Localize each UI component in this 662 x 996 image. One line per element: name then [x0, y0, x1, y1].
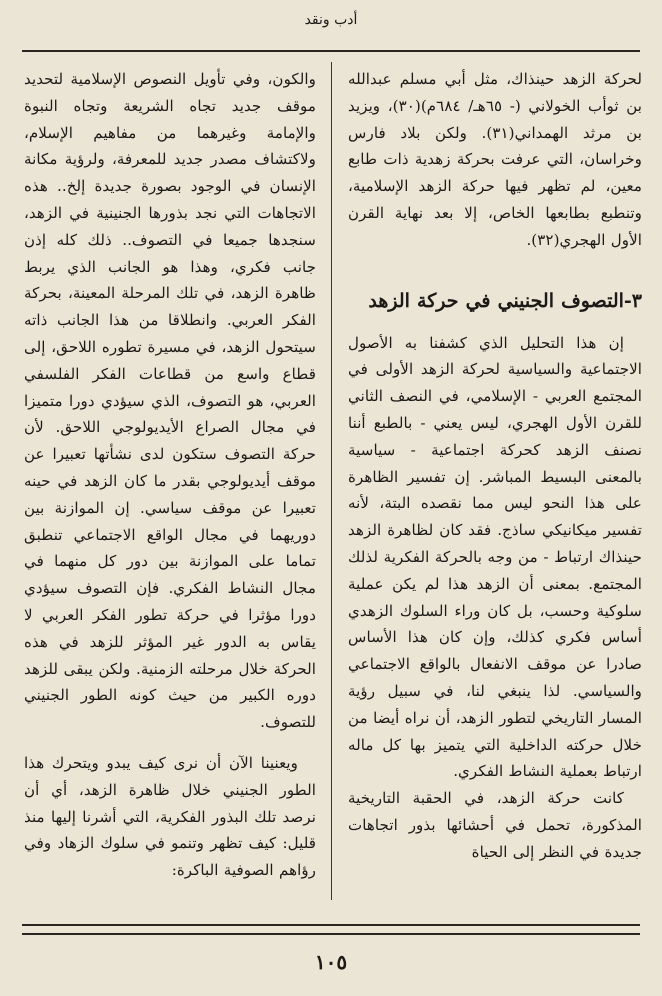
- paragraph-gap: [24, 736, 316, 750]
- right-paragraph-3: كانت حركة الزهد، في الحقبة التاريخية المذكورة، تحمل في أحشائها بذور اتجاهات جديدة في النظر إلى الحياة: [348, 789, 642, 861]
- left-paragraph-2: ويعنينا الآن أن نرى كيف يبدو ويتحرك هذا الطور الجنيني خلال ظاهرة الزهد، أي أن نرصد تلك البذور الفكرية، التي أشرنا إليها منذ قليل: كيف تظهر وتنمو في سلوك الزهاد وفي رؤاهم الصوفية الباكرة:: [24, 753, 316, 880]
- left-paragraph-1: والكون، وفي تأويل النصوص الإسلامية لتحديد موقف جديد تجاه الشريعة وتجاه النبوة والإمامة وغيرهما من مفاهيم الإسلام، ولاكتشاف مصدر جديد للمعرفة، ولرؤية مكانة الإنسان في الوجود بصورة جديدة إلخ.. هذه الاتجاهات التي نجد بذورها الجنينية في الزهد، سنجدها جميعا في التصوف.. ذلك كله إذن جانب فكري، وهذا هو الجانب الذي يربط ظاهرة الزهد، في تلك المرحلة المعينة، بحركة الفكر العربي. وانطلاقا من هذا الجانب ذاته سيتحول الزهد، في مسيرة تطوره اللاحق، إلى قطاع واسع من قطاعات الفكر الفلسفي العربي، هو التصوف، الذي سيؤدي دورا متميزا في مجال الصراع الأيديولوجي اللاحق. لأن حركة التصوف ستكون لدى نشأتها تعبيرا عن موقف أيديولوجي بقدر ما كان الزهد في حينه تعبيرا عن موقف سياسي. إن الموازنة بين دوريهما في مجال الواقع الاجتماعي تنطبق تماما على الموازنة بين دور كل منهما في مجال النشاط الفكري. فإن التصوف سيؤدي دورا مؤثرا في حركة تطور الفكر العربي لا يقاس به الدور غير المؤثر للزهد في هذه الحركة خلال مرحلته الزمنية. ولكن يبقى للزهد دوره الكبير من حيث كونه الطور الجنيني للتصوف.: [24, 70, 316, 732]
- footer-rule-lower: [22, 933, 640, 935]
- page-number: ١٠٥: [314, 950, 348, 974]
- left-column: [24, 66, 316, 884]
- header-rule: [22, 50, 640, 52]
- right-paragraph-1: لحركة الزهد حينذاك، مثل أبي مسلم عبدالله بن ثوأب الخولاني (- ٦٥هـ/ ٦٨٤م)(٣٠)، ويزيد بن مرثد الهمداني(٣١). ولكن بلاد فارس وخراسان، التي عرفت بحركة زهدية ذات طابع معين، لم تظهر فيها حركة الزهد الإسلامية، وتنطبع بطابعها الخاص، إلا بعد نهاية القرن الأول الهجري(٣٢).: [348, 70, 642, 249]
- column-divider: [331, 62, 332, 900]
- section-heading: ٣-التصوف الجنيني في حركة الزهد: [368, 289, 642, 312]
- running-header: أدب ونقد: [304, 12, 358, 28]
- right-column: [348, 66, 642, 866]
- footer-rule-upper: [22, 924, 640, 926]
- right-paragraph-2: إن هذا التحليل الذي كشفنا به الأصول الاجتماعية والسياسية لحركة الزهد الأولى في المجتمع العربي - الإسلامي، في النصف الثاني للقرن الأول الهجري، ليس يعني - بالطبع أننا نصنف الزهد كحركة اجتماعية - سياسية بالمعنى البسيط المباشر. إن تفسير الظاهرة على هذا النحو ليس مما نقصده البتة، لأنه تفسير ميكانيكي ساذج. فقد كان لظاهرة الزهد حينذاك ارتباط - من وجه بالحركة الفكرية لذلك المجتمع. بمعنى أن الزهد هذا لم يكن عملية سلوكية وحسب، بل كان وراء السلوك الزهدي أساس فكري كذلك، وإن كان هذا الأساس صادرا عن موقف الانفعال بالواقع الاجتماعي والسياسي. لذا ينبغي لنا، في سبيل رؤية المسار التاريخي لتطور الزهد، أن نراه أيضا من خلال حركته الداخلية التي يتميز بها كل ماله ارتباط بعملية النشاط الفكري.: [348, 333, 642, 781]
